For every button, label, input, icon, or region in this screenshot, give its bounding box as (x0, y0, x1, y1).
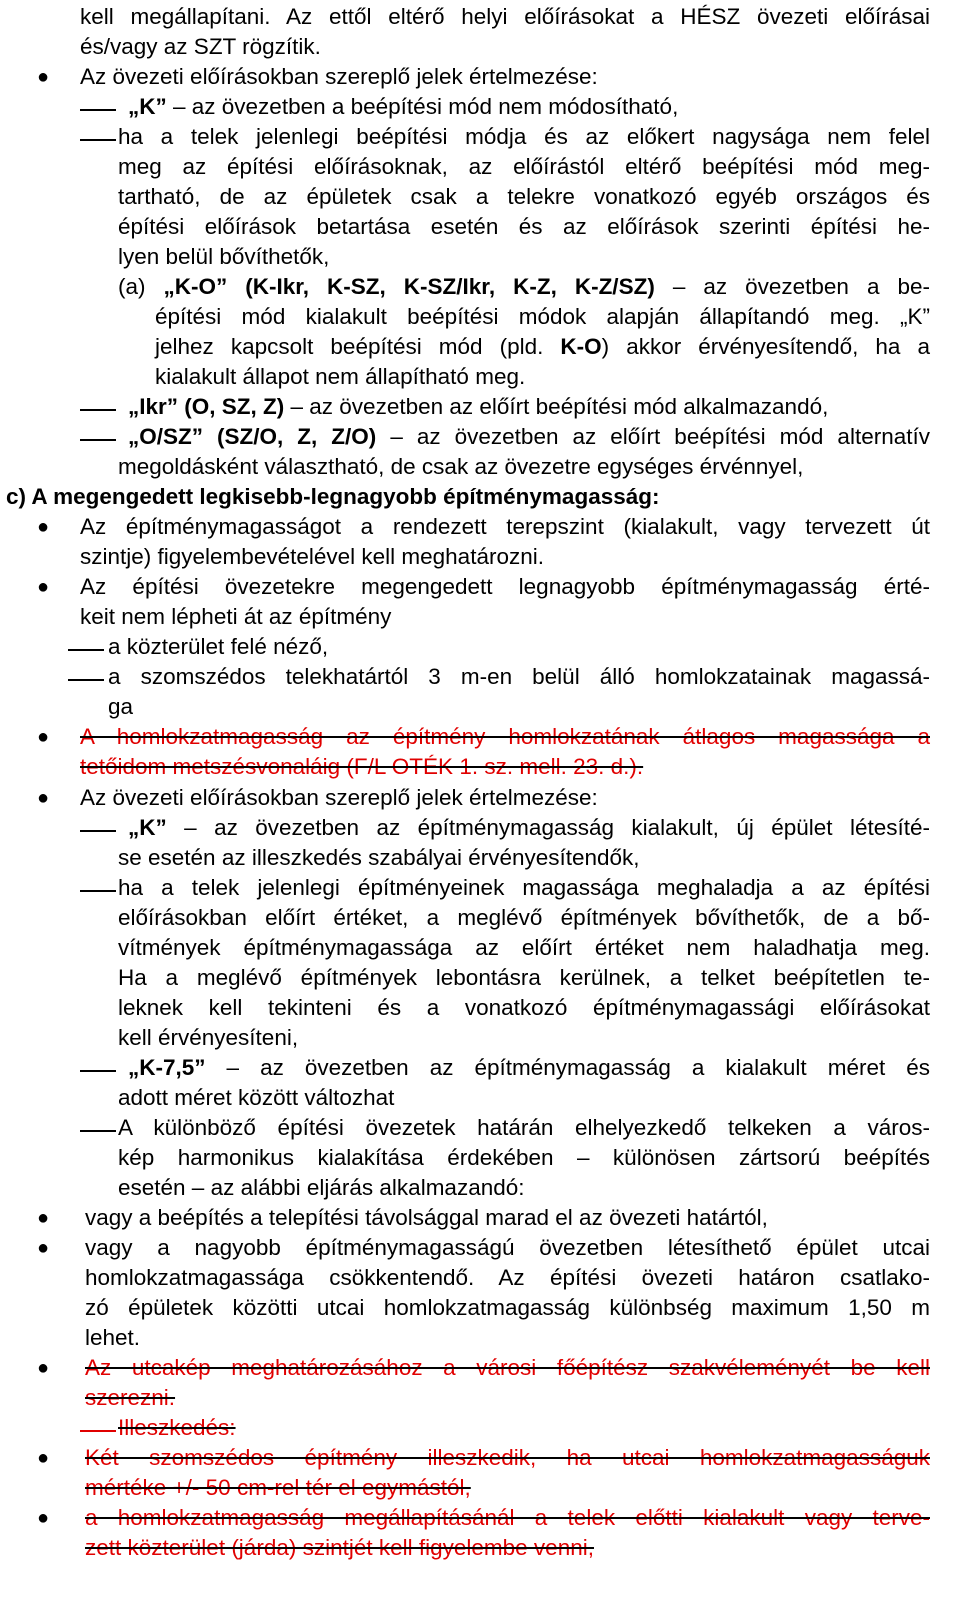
dash-icon (80, 109, 116, 111)
dash-icon (80, 1430, 116, 1432)
text-line: vagy a nagyobb építménymagasságú övezetben létesíthető épület utcai (85, 1235, 930, 1260)
bullet-icon: ● (37, 787, 50, 809)
text-line: lehet. (85, 1325, 141, 1350)
bullet-icon: ● (37, 1207, 50, 1229)
text-line: vítmények építménymagassága az előírt értéket nem haladhatja meg. (118, 935, 930, 960)
text-line (128, 392, 828, 422)
text-line: esetén – az alábbi eljárás alkalmazandó: (118, 1175, 525, 1200)
deleted-text-line: zett közterület (járda) szintjét kell figyelembe venni, (85, 1535, 594, 1560)
bullet-icon: ● (37, 516, 50, 538)
deleted-text-line: Az utcakép meghatározásához a városi főépítész szakvéleményét be kell (85, 1355, 930, 1380)
text-line (118, 272, 930, 302)
dash-icon (80, 890, 116, 892)
text-line: előírásokban előírt értéket, a meglévő építmények bővíthetők, de a bő- (118, 905, 930, 930)
text-line: Ha a meglévő építmények lebontásra kerülnek, a telket beépítetlen te- (118, 965, 930, 990)
text-line: kép harmonikus kialakítása érdekében – különösen zártsorú beépítés (118, 1145, 930, 1170)
text-line (128, 1053, 930, 1083)
text-line: se esetén az illeszkedés szabályai érvényesítendők, (118, 845, 640, 870)
text-line: zó épületek közötti utcai homlokzatmagasság különbség maximum 1,50 m (85, 1295, 930, 1320)
text-line (128, 813, 930, 843)
dash-icon (80, 1130, 116, 1132)
text-line: A különböző építési övezetek határán elhelyezkedő telkeken a város- (118, 1115, 930, 1140)
deleted-text-line: tetőidom metszésvonaláig (F/L OTÉK 1. sz. mell. 23. d.). (80, 754, 644, 779)
dash-icon (80, 830, 116, 832)
text-line: ga (108, 694, 134, 719)
code-o-sz: „O/SZ” (SZ/O, Z, Z/O) (128, 424, 377, 449)
dash-icon (80, 139, 116, 141)
deleted-text-line: a homlokzatmagasság megállapításánál a telek előtti kialakult vagy terve- (85, 1505, 930, 1530)
bullet-icon: ● (37, 1507, 50, 1529)
dash-icon (80, 1070, 116, 1072)
bullet-icon: ● (37, 1447, 50, 1469)
list-marker: (a) (118, 274, 164, 299)
text-line: keit nem lépheti át az építmény (80, 604, 392, 629)
deleted-text-line: szerezni. (85, 1385, 176, 1410)
deleted-text-line: Két szomszédos építmény illeszkedik, ha utcai homlokzatmagasságuk (85, 1445, 930, 1470)
text-line: szintje) figyelembevételével kell meghatározni. (80, 544, 544, 569)
code-k-o: K-O (560, 334, 602, 359)
text-line: homlokzatmagassága csökkentendő. Az építési övezeti határon csatlako- (85, 1265, 930, 1290)
code-k: „K” (128, 815, 167, 840)
line-text: jelhez kapcsolt beépítési mód (pld. (155, 334, 561, 359)
text-line: kialakult állapot nem állapítható meg. (155, 364, 526, 389)
line-text: – az övezetben az építménymagasság a kialakult méret és (205, 1055, 930, 1080)
bullet-icon: ● (37, 66, 50, 88)
deleted-text-line: Illeszkedés: (118, 1415, 236, 1440)
bullet-icon: ● (37, 1357, 50, 1379)
text-line: ha a telek jelenlegi beépítési módja és az előkert nagysága nem felel (118, 124, 930, 149)
text-line: építési mód kialakult beépítési módok alapján állapítandó meg. „K” (155, 304, 930, 329)
text-line: és/vagy az SZT rögzítik. (80, 34, 321, 59)
line-text: – az övezetben a be- (654, 274, 931, 299)
line-text: – az övezetben a beépítési mód nem módosítható, (166, 94, 679, 119)
dash-icon (68, 679, 104, 681)
text-line: Az övezeti előírásokban szereplő jelek értelmezése: (80, 64, 598, 89)
text-line: építési előírások betartása esetén és az előírások szerinti építési he- (118, 214, 930, 239)
text-line: lyen belül bővíthetők, (118, 244, 330, 269)
text-line (128, 422, 930, 452)
text-line: vagy a beépítés a telepítési távolsággal marad el az övezeti határtól, (85, 1205, 768, 1230)
text-line: ha a telek jelenlegi építményeinek magassága meghaladja a az építési (118, 875, 930, 900)
code-k-o: „K-O” (K-Ikr, K-SZ, K-SZ/Ikr, K-Z, K-Z/SZ) (163, 274, 655, 299)
bullet-icon: ● (37, 576, 50, 598)
line-text: – az övezetben az előírt beépítési mód alkalmazandó, (284, 394, 829, 419)
text-line: megoldásként választható, de csak az övezetre egységes érvénnyel, (118, 454, 804, 479)
text-line: Az övezeti előírásokban szereplő jelek értelmezése: (80, 785, 598, 810)
text-line (128, 92, 678, 122)
bullet-icon: ● (37, 1237, 50, 1259)
line-text: – az övezetben az építménymagasság kialakult, új épület létesíté- (166, 815, 930, 840)
deleted-text-line: mértéke +/- 50 cm-rel tér el egymástól, (85, 1475, 471, 1500)
text-line: tartható, de az épületek csak a telekre vonatkozó egyéb országos és (118, 184, 930, 209)
dash-icon (80, 439, 116, 441)
text-line: Az építménymagasságot a rendezett terepszint (kialakult, vagy tervezett út (80, 514, 930, 539)
text-line: kell érvényesíteni, (118, 1025, 299, 1050)
text-line: a szomszédos telekhatártól 3 m-en belül álló homlokzatainak magassá- (108, 664, 930, 689)
dash-icon (80, 409, 116, 411)
text-line: kell megállapítani. Az ettől eltérő helyi előírásokat a HÉSZ övezeti előírásai (80, 4, 930, 29)
dash-icon (68, 649, 104, 651)
code-k: „K” (128, 94, 167, 119)
text-line: Az építési övezetekre megengedett legnagyobb építménymagasság érté- (80, 574, 930, 599)
text-line: adott méret között változhat (118, 1085, 395, 1110)
line-text: – az övezetben az előírt beépítési mód alternatív (376, 424, 930, 449)
text-line (155, 332, 930, 362)
code-k-7-5: „K-7,5” (128, 1055, 206, 1080)
text-line: a közterület felé néző, (108, 634, 329, 659)
code-ikr: „Ikr” (O, SZ, Z) (128, 394, 285, 419)
section-heading: c) A megengedett legkisebb-legnagyobb építménymagasság: (6, 484, 660, 509)
bullet-icon: ● (37, 726, 50, 748)
text-line: leknek kell tekinteni és a vonatkozó építménymagassági előírásokat (118, 995, 930, 1020)
text-line: meg az építési előírásoknak, az előírástól eltérő beépítési mód meg- (118, 154, 930, 179)
deleted-text-line: A homlokzatmagasság az építmény homlokzatának átlagos magassága a (80, 724, 930, 749)
line-text: ) akkor érvényesítendő, ha a (601, 334, 930, 359)
